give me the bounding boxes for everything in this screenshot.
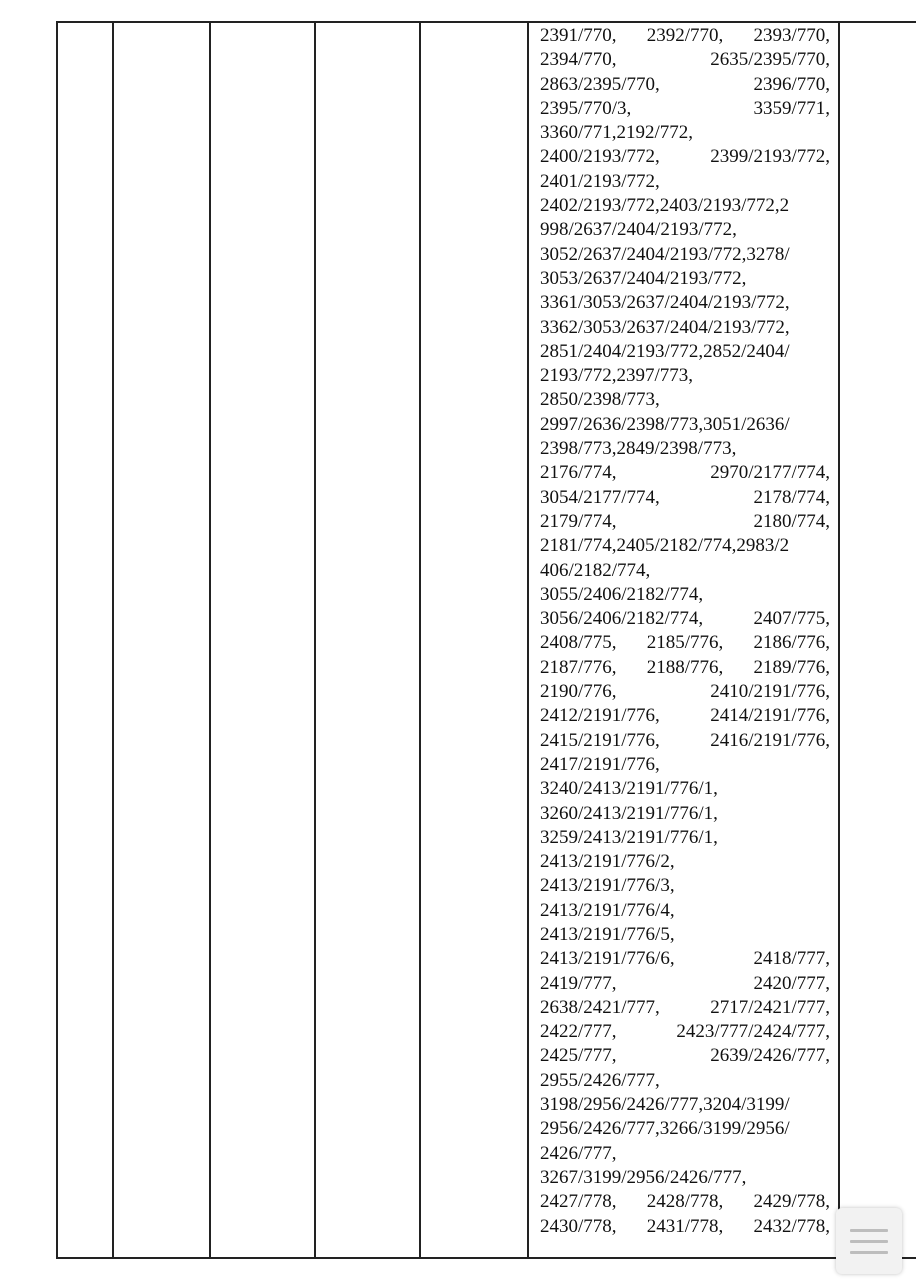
parcel-number: 2392/770, [646, 25, 724, 46]
parcel-number: 406/2182/774, [540, 559, 651, 581]
parcel-number: 3361/3053/2637/2404/2193/772, [540, 292, 790, 314]
parcel-number: 2408/775, [540, 632, 617, 654]
parcel-line [540, 48, 830, 72]
parcel-number: 3056/2406/2182/774, [540, 608, 704, 630]
viewer-menu-button[interactable] [836, 1208, 902, 1274]
parcel-line [540, 24, 830, 48]
column-divider [209, 21, 211, 1259]
parcel-number: 2189/776, [753, 656, 830, 678]
parcel-number: 2430/778, [540, 1215, 617, 1237]
parcel-line [540, 753, 830, 777]
parcel-line [540, 170, 830, 194]
parcel-line [540, 947, 830, 971]
parcel-number: 2399/2193/772, [710, 146, 830, 168]
parcel-line [540, 850, 830, 874]
parcel-number: 3054/2177/774, [540, 486, 660, 508]
parcel-numbers-cell [540, 24, 830, 1239]
parcel-number: 2190/776, [540, 681, 617, 703]
parcel-number: 2956/2426/777,3266/3199/2956/ [540, 1118, 790, 1140]
parcel-number: 3359/771, [753, 97, 830, 119]
parcel-line [540, 826, 830, 850]
parcel-number: 2717/2421/777, [710, 996, 830, 1018]
parcel-number: 2417/2191/776, [540, 753, 660, 775]
parcel-number: 2186/776, [753, 632, 830, 654]
parcel-number: 2391/770, [540, 25, 617, 46]
parcel-line [540, 145, 830, 169]
parcel-number: 2635/2395/770, [710, 49, 830, 71]
parcel-number: 2419/777, [540, 972, 617, 994]
parcel-number: 2851/2404/2193/772,2852/2404/ [540, 340, 790, 362]
parcel-number: 2970/2177/774, [710, 462, 830, 484]
parcel-number: 2413/2191/776/2, [540, 851, 675, 873]
parcel-line [540, 340, 830, 364]
parcel-number: 2413/2191/776/3, [540, 875, 675, 897]
parcel-number: 2429/778, [753, 1191, 830, 1213]
parcel-number: 2394/770, [540, 49, 617, 71]
parcel-line [540, 559, 830, 583]
parcel-number: 2414/2191/776, [710, 705, 830, 727]
parcel-line [540, 461, 830, 485]
parcel-number: 2187/776, [540, 656, 617, 678]
parcel-line [540, 1190, 830, 1214]
parcel-number: 2181/774,2405/2182/774,2983/2 [540, 535, 790, 557]
parcel-line [540, 631, 830, 655]
parcel-number: 2176/774, [540, 462, 617, 484]
parcel-number: 2398/773,2849/2398/773, [540, 438, 737, 460]
parcel-number: 3260/2413/2191/776/1, [540, 802, 718, 824]
hamburger-menu-icon-bar [850, 1251, 888, 1254]
parcel-number: 3259/2413/2191/776/1, [540, 826, 718, 848]
parcel-number: 2428/778, [646, 1191, 724, 1213]
parcel-number: 3360/771,2192/772, [540, 122, 694, 144]
parcel-number: 2850/2398/773, [540, 389, 660, 411]
parcel-line [540, 534, 830, 558]
parcel-line [540, 1020, 830, 1044]
parcel-number: 2431/778, [646, 1215, 724, 1237]
parcel-line [540, 316, 830, 340]
parcel-line [540, 194, 830, 218]
parcel-number: 2955/2426/777, [540, 1069, 660, 1091]
parcel-number: 2179/774, [540, 510, 617, 532]
column-divider [112, 21, 114, 1259]
parcel-line [540, 388, 830, 412]
parcel-line [540, 729, 830, 753]
parcel-line [540, 1166, 830, 1190]
parcel-number: 2393/770, [753, 25, 830, 46]
parcel-number: 2413/2191/776/4, [540, 899, 675, 921]
parcel-line [540, 243, 830, 267]
parcel-line [540, 486, 830, 510]
parcel-line [540, 1117, 830, 1141]
parcel-number: 2188/776, [646, 656, 724, 678]
parcel-line [540, 413, 830, 437]
parcel-line [540, 267, 830, 291]
parcel-line [540, 923, 830, 947]
parcel-number: 2426/777, [540, 1142, 617, 1164]
parcel-line [540, 972, 830, 996]
parcel-line [540, 73, 830, 97]
parcel-line [540, 874, 830, 898]
parcel-line [540, 364, 830, 388]
parcel-number: 3240/2413/2191/776/1, [540, 778, 718, 800]
parcel-line [540, 1069, 830, 1093]
parcel-number: 2427/778, [540, 1191, 617, 1213]
parcel-line [540, 510, 830, 534]
parcel-number: 2193/772,2397/773, [540, 365, 694, 387]
hamburger-menu-icon-bar [850, 1240, 888, 1243]
parcel-line [540, 680, 830, 704]
parcel-number: 2432/778, [753, 1215, 830, 1237]
parcel-number: 2178/774, [753, 486, 830, 508]
parcel-line [540, 97, 830, 121]
column-divider [419, 21, 421, 1259]
parcel-number: 2396/770, [753, 73, 830, 95]
parcel-line [540, 121, 830, 145]
parcel-number: 3052/2637/2404/2193/772,3278/ [540, 243, 790, 265]
parcel-line [540, 437, 830, 461]
parcel-number: 2395/770/3, [540, 97, 632, 119]
column-divider [314, 21, 316, 1259]
hamburger-menu-icon [850, 1229, 888, 1232]
parcel-number: 2422/777, [540, 1021, 617, 1043]
parcel-line [540, 583, 830, 607]
parcel-number: 2412/2191/776, [540, 705, 660, 727]
column-divider [527, 21, 529, 1259]
parcel-number: 2415/2191/776, [540, 729, 660, 751]
parcel-number: 2407/775, [753, 608, 830, 630]
parcel-line [540, 1093, 830, 1117]
parcel-number: 2997/2636/2398/773,3051/2636/ [540, 413, 790, 435]
parcel-number: 2416/2191/776, [710, 729, 830, 751]
parcel-number: 2402/2193/772,2403/2193/772,2 [540, 195, 790, 217]
parcel-number: 3053/2637/2404/2193/772, [540, 267, 747, 289]
parcel-number: 2400/2193/772, [540, 146, 660, 168]
parcel-number: 2401/2193/772, [540, 170, 660, 192]
parcel-number: 2423/777/2424/777, [676, 1021, 830, 1043]
parcel-number: 2418/777, [753, 948, 830, 970]
parcel-number: 3198/2956/2426/777,3204/3199/ [540, 1094, 790, 1116]
parcel-number: 3267/3199/2956/2426/777, [540, 1166, 747, 1188]
parcel-number: 2425/777, [540, 1045, 617, 1067]
parcel-line [540, 802, 830, 826]
column-divider [838, 21, 840, 1259]
parcel-line [540, 218, 830, 242]
parcel-number: 2639/2426/777, [710, 1045, 830, 1067]
parcel-number: 2180/774, [753, 510, 830, 532]
parcel-line [540, 996, 830, 1020]
parcel-number: 3055/2406/2182/774, [540, 583, 704, 605]
parcel-line [540, 656, 830, 680]
parcel-line [540, 899, 830, 923]
parcel-line [540, 1215, 830, 1239]
parcel-line [540, 1044, 830, 1068]
parcel-number: 2863/2395/770, [540, 73, 660, 95]
parcel-number: 3362/3053/2637/2404/2193/772, [540, 316, 790, 338]
parcel-line [540, 607, 830, 631]
parcel-number: 2638/2421/777, [540, 996, 660, 1018]
parcel-line [540, 291, 830, 315]
parcel-number: 2185/776, [646, 632, 724, 654]
parcel-line [540, 777, 830, 801]
parcel-line [540, 704, 830, 728]
parcel-number: 2413/2191/776/5, [540, 923, 675, 945]
parcel-number: 2413/2191/776/6, [540, 948, 675, 970]
parcel-number: 2410/2191/776, [710, 681, 830, 703]
parcel-number: 998/2637/2404/2193/772, [540, 219, 737, 241]
parcel-number: 2420/777, [753, 972, 830, 994]
parcel-line [540, 1142, 830, 1166]
